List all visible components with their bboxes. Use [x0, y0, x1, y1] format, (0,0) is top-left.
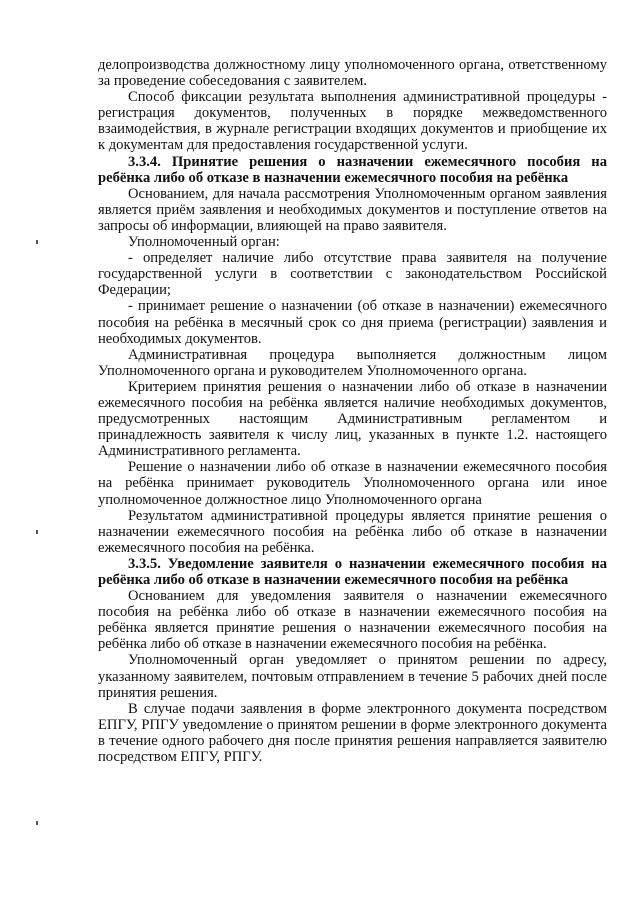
- paragraph-fixation-method: Способ фиксации результата выполнения административной процедуры - регистрация документов, полученных в порядке межведомственного взаимодействия, в журнале регистрации входящих документов и приобщение их к документам для предоставления государственной услуги.: [98, 89, 607, 154]
- paragraph-notification-by-mail: Уполномоченный орган уведомляет о принятом решении по адресу, указанному заявителем, почтовым отправлением в течение 5 рабочих дней после принятия решения.: [98, 652, 607, 701]
- paragraph-procedure-result: Результатом административной процедуры является принятие решения о назначении ежемесячного пособия на ребёнка либо об отказе в назначении ежемесячного пособия на ребёнка.: [98, 507, 607, 556]
- section-heading-3-3-5: 3.3.5. Уведомление заявителя о назначении ежемесячного пособия на ребёнка либо об отказе в назначении ежемесячного пособия на ребёнка: [98, 555, 607, 588]
- paragraph-electronic-notification: В случае подачи заявления в форме электронного документа посредством ЕПГУ, РПГУ уведомление о принятом решении в форме электронного документа в течение одного рабочего дня после принятия решения направляется заявителю посредством ЕПГУ, РПГУ.: [98, 700, 607, 766]
- margin-mark: [36, 240, 38, 244]
- document-page: [98, 57, 607, 765]
- paragraph-notification-basis: Основанием для уведомления заявителя о назначении ежемесячного пособия на ребёнка либо об отказе в назначении ежемесячного пособия на ребёнка является принятие решения о назначении ежемесячного пособия на ребёнка либо об отказе в назначении ежемесячного пособия на ребёнка.: [98, 588, 607, 653]
- paragraph-decision-criterion: Критерием принятия решения о назначении либо об отказе в назначении ежемесячного пособия на ребёнка является наличие необходимых документов, предусмотренных настоящим Административным регламентом и принадлежность заявителя к числу лиц, указанных в пункте 1.2. настоящего Административного регламента.: [98, 378, 607, 460]
- list-item-determines-right: - определяет наличие либо отсутствие права заявителя на получение государственной услуги в соответствии с законодательством Российской Федерации;: [98, 250, 607, 299]
- section-heading-3-3-4: 3.3.4. Принятие решения о назначении ежемесячного пособия на ребёнка либо об отказе в назначении ежемесячного пособия на ребёнка: [98, 153, 607, 186]
- list-item-makes-decision: - принимает решение о назначении (об отказе в назначении) ежемесячного пособия на ребёнка в месячный срок со дня приема (регистрации) заявления и необходимых документов.: [98, 298, 607, 347]
- paragraph-authority-intro: Уполномоченный орган:: [128, 234, 280, 251]
- paragraph-decision-maker: Решение о назначении либо об отказе в назначении ежемесячного пособия на ребёнка принимает руководитель Уполномоченного органа или иное уполномоченное должностное лицо Уполномоченного органа: [98, 459, 607, 508]
- margin-mark: [36, 821, 38, 825]
- paragraph-procedure-executor: Административная процедура выполняется должностным лицом Уполномоченного органа и руководителем Уполномоченного органа.: [98, 346, 607, 379]
- margin-mark: [36, 530, 38, 534]
- paragraph-basis-for-review: Основанием, для начала рассмотрения Уполномоченным органом заявления является приём заявления и необходимых документов и поступление ответов на запросы об информации, влияющей на право заявителя.: [98, 185, 607, 234]
- paragraph-continuation: делопроизводства должностному лицу уполномоченного органа, ответственному за проведение собеседования с заявителем.: [98, 57, 607, 90]
